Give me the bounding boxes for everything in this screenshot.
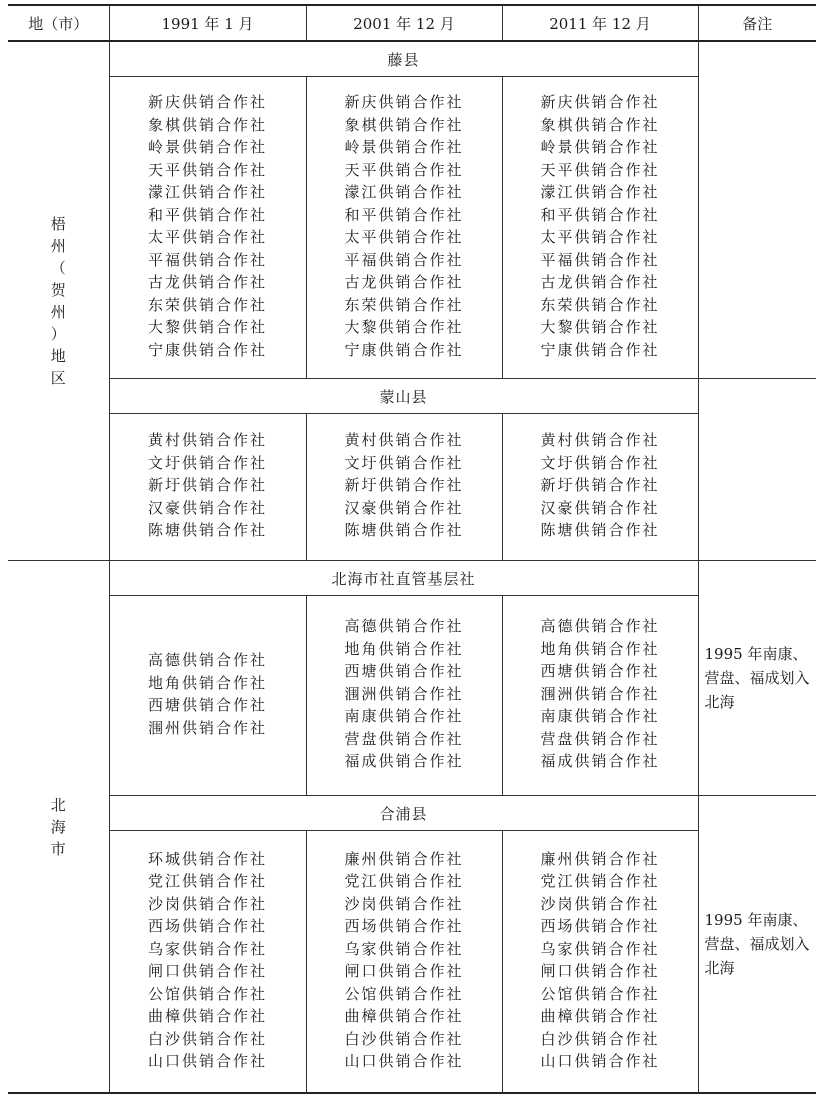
header-remark: 备注 (698, 5, 816, 41)
coop-name: 南康供销合作社 (344, 707, 464, 726)
coop-name: 闸口供销合作社 (147, 962, 267, 980)
coop-name: 象棋供销合作社 (147, 115, 267, 134)
coop-name: 太平供销合作社 (344, 228, 464, 246)
region-char: 地 (50, 347, 66, 365)
coop-name: 乌家供销合作社 (540, 939, 660, 958)
note-teng (698, 41, 816, 379)
coop-name: 营盘供销合作社 (344, 729, 464, 748)
list (306, 831, 502, 1094)
coop-name: 黄村供销合作社 (147, 431, 267, 450)
coop-name: 曲樟供销合作社 (344, 1007, 464, 1025)
region-char: （ (50, 259, 66, 277)
coop-name: 西塘供销合作社 (344, 662, 464, 681)
coop-name: 涠州供销合作社 (147, 718, 267, 737)
list (109, 831, 306, 1094)
list (502, 596, 698, 796)
list (306, 596, 502, 796)
region-char: 州 (50, 303, 66, 321)
coop-name: 廉州供销合作社 (540, 849, 660, 868)
region-char: 贺 (50, 281, 66, 299)
region-beihai (8, 561, 109, 1094)
coop-name: 公馆供销合作社 (540, 984, 660, 1003)
coop-name: 汉豪供销合作社 (147, 498, 267, 517)
coop-name: 涠洲供销合作社 (344, 684, 464, 703)
county-beihai-title: 北海市社直管基层社 (109, 561, 698, 596)
coop-name: 新庆供销合作社 (540, 93, 660, 111)
coop-name: 文圩供销合作社 (344, 453, 464, 472)
coop-name: 新圩供销合作社 (344, 476, 464, 495)
coop-name: 廉州供销合作社 (344, 849, 464, 868)
coop-name: 高德供销合作社 (540, 617, 660, 636)
coop-name: 山口供销合作社 (344, 1052, 464, 1070)
coop-name: 环城供销合作社 (147, 849, 267, 868)
coop-name: 汉豪供销合作社 (540, 498, 660, 517)
region-char: 区 (50, 369, 66, 387)
coop-name: 岭景供销合作社 (344, 138, 464, 156)
coop-name: 宁康供销合作社 (147, 340, 267, 359)
note-mengshan (698, 379, 816, 561)
coop-name: 乌家供销合作社 (147, 939, 267, 958)
county-hepu-title: 合浦县 (109, 796, 698, 831)
coop-name: 高德供销合作社 (344, 617, 464, 636)
coop-name: 黄村供销合作社 (344, 431, 464, 450)
coop-name: 白沙供销合作社 (344, 1029, 464, 1048)
coop-name: 沙岗供销合作社 (147, 894, 267, 913)
coop-name: 福成供销合作社 (344, 752, 464, 771)
coop-name: 汉豪供销合作社 (344, 498, 464, 517)
coop-name: 天平供销合作社 (540, 160, 660, 179)
coop-name: 乌家供销合作社 (344, 939, 464, 958)
coop-name: 陈塘供销合作社 (540, 521, 660, 540)
region-char: 北 (50, 795, 66, 814)
coop-name: 公馆供销合作社 (344, 984, 464, 1003)
coop-name: 岭景供销合作社 (147, 138, 267, 156)
coop-name: 濛江供销合作社 (540, 183, 660, 201)
coop-name: 黄村供销合作社 (540, 431, 660, 450)
coop-name: 大黎供销合作社 (540, 318, 660, 336)
coop-name: 东荣供销合作社 (540, 295, 660, 314)
coop-name: 地角供销合作社 (540, 639, 660, 658)
county-mengshan-title: 蒙山县 (109, 379, 698, 414)
region-char: 海 (50, 817, 66, 836)
region-char: ） (50, 325, 66, 343)
header-2001: 2001 年 12 月 (306, 5, 502, 41)
coop-name: 南康供销合作社 (540, 707, 660, 726)
note-beihai: 1995 年南康、营盘、福成划入北海 (698, 561, 816, 796)
coop-name: 涠洲供销合作社 (540, 684, 660, 703)
coop-name: 营盘供销合作社 (540, 729, 660, 748)
coop-name: 高德供销合作社 (147, 651, 267, 669)
coop-name: 西场供销合作社 (540, 917, 660, 935)
coop-name: 沙岗供销合作社 (344, 894, 464, 913)
header-1991: 1991 年 1 月 (109, 5, 306, 41)
coop-name: 党江供销合作社 (344, 872, 464, 890)
region-char: 市 (50, 839, 66, 858)
coop-name: 党江供销合作社 (540, 872, 660, 890)
coop-table (8, 4, 816, 1094)
coop-name: 新圩供销合作社 (540, 476, 660, 495)
coop-name: 古龙供销合作社 (540, 273, 660, 291)
coop-name: 天平供销合作社 (147, 160, 267, 179)
coop-name: 西塘供销合作社 (540, 662, 660, 681)
coop-name: 闸口供销合作社 (540, 962, 660, 980)
region-char: 梧 (50, 215, 66, 233)
coop-name: 新庆供销合作社 (344, 93, 464, 111)
coop-name: 和平供销合作社 (540, 205, 660, 224)
coop-name: 太平供销合作社 (540, 228, 660, 246)
coop-name: 曲樟供销合作社 (540, 1007, 660, 1025)
list (502, 77, 698, 379)
coop-name: 闸口供销合作社 (344, 962, 464, 980)
coop-name: 太平供销合作社 (147, 228, 267, 246)
coop-name: 濛江供销合作社 (147, 183, 267, 201)
list (109, 77, 306, 379)
region-wuzhou (8, 41, 109, 561)
coop-name: 地角供销合作社 (147, 673, 267, 692)
coop-name: 象棋供销合作社 (344, 115, 464, 134)
coop-name: 山口供销合作社 (540, 1052, 660, 1070)
region-char: 州 (50, 237, 66, 255)
coop-name: 福成供销合作社 (540, 752, 660, 771)
coop-name: 东荣供销合作社 (147, 295, 267, 314)
list (109, 414, 306, 561)
coop-name: 宁康供销合作社 (540, 340, 660, 359)
coop-name: 白沙供销合作社 (147, 1029, 267, 1048)
coop-name: 和平供销合作社 (344, 205, 464, 224)
header-2011: 2011 年 12 月 (502, 5, 698, 41)
coop-name: 和平供销合作社 (147, 205, 267, 224)
coop-name: 东荣供销合作社 (344, 295, 464, 314)
list (306, 414, 502, 561)
coop-name: 濛江供销合作社 (344, 183, 464, 201)
coop-name: 天平供销合作社 (344, 160, 464, 179)
coop-name: 陈塘供销合作社 (147, 521, 267, 540)
list (502, 831, 698, 1094)
coop-name: 西场供销合作社 (344, 917, 464, 935)
coop-name: 公馆供销合作社 (147, 984, 267, 1003)
coop-name: 地角供销合作社 (344, 639, 464, 658)
list (109, 596, 306, 796)
coop-name: 宁康供销合作社 (344, 340, 464, 359)
coop-name: 象棋供销合作社 (540, 115, 660, 134)
coop-name: 曲樟供销合作社 (147, 1007, 267, 1025)
coop-name: 古龙供销合作社 (147, 273, 267, 291)
coop-name: 大黎供销合作社 (147, 318, 267, 336)
coop-name: 岭景供销合作社 (540, 138, 660, 156)
header-row (8, 5, 816, 41)
coop-name: 山口供销合作社 (147, 1052, 267, 1070)
coop-name: 大黎供销合作社 (344, 318, 464, 336)
list (306, 77, 502, 379)
coop-name: 白沙供销合作社 (540, 1029, 660, 1048)
coop-name: 文圩供销合作社 (147, 453, 267, 472)
county-teng-title: 藤县 (109, 41, 698, 77)
coop-name: 沙岗供销合作社 (540, 894, 660, 913)
coop-name: 新庆供销合作社 (147, 93, 267, 111)
header-region: 地（市） (8, 5, 109, 41)
coop-name: 党江供销合作社 (147, 872, 267, 890)
coop-name: 西场供销合作社 (147, 917, 267, 935)
note-hepu: 1995 年南康、营盘、福成划入北海 (698, 796, 816, 1094)
coop-name: 西塘供销合作社 (147, 696, 267, 714)
coop-name: 平福供销合作社 (344, 250, 464, 269)
coop-name: 文圩供销合作社 (540, 453, 660, 472)
coop-name: 古龙供销合作社 (344, 273, 464, 291)
coop-name: 平福供销合作社 (540, 250, 660, 269)
list (502, 414, 698, 561)
coop-name: 平福供销合作社 (147, 250, 267, 269)
coop-name: 陈塘供销合作社 (344, 521, 464, 540)
coop-name: 新圩供销合作社 (147, 476, 267, 495)
